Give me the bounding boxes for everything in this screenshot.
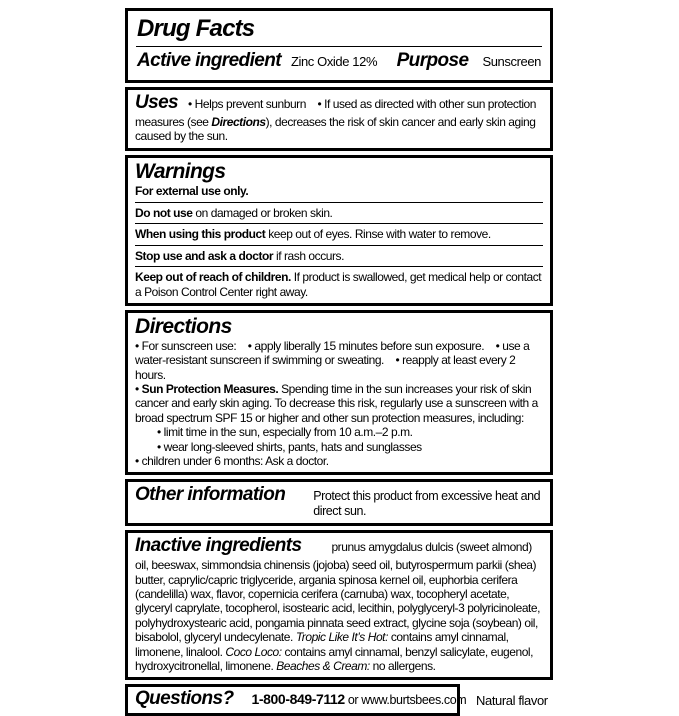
uses-heading: Uses bbox=[135, 92, 179, 113]
directions-bullet-wear-clothing: • wear long-sleeved shirts, pants, hats and sunglasses bbox=[157, 439, 422, 454]
uses-section bbox=[125, 87, 553, 151]
active-ingredient-label: Active ingredient bbox=[137, 50, 281, 71]
warnings-divider bbox=[135, 266, 543, 267]
warnings-header bbox=[135, 160, 543, 199]
inactive-ingredients-section bbox=[125, 530, 553, 680]
natural-flavor-note: Natural flavor bbox=[476, 692, 548, 708]
directions-heading: Directions bbox=[135, 314, 232, 338]
drug-facts-header-box bbox=[125, 8, 553, 83]
other-information-row bbox=[135, 484, 543, 519]
warning-row-stop-use: Stop use and ask a doctor if rash occurs. bbox=[135, 248, 344, 263]
warnings-divider bbox=[135, 202, 543, 203]
active-ingredient-value: Zinc Oxide 12% bbox=[290, 54, 378, 69]
directions-bullet-limit-time: • limit time in the sun, especially from 10 a.m.–2 p.m. bbox=[157, 425, 413, 440]
other-information-section bbox=[125, 479, 553, 526]
questions-website: or www.burtsbees.com bbox=[344, 693, 467, 708]
warning-row-keep-out-of-reach: Keep out of reach of children. If product is swallowed, get medical help or contact a Poison Control Center right away. bbox=[135, 270, 545, 299]
warnings-heading: Warnings bbox=[135, 159, 226, 183]
purpose-label: Purpose bbox=[396, 50, 469, 71]
questions-section bbox=[125, 684, 467, 716]
drug-facts-label bbox=[125, 8, 553, 716]
uses-text: • Helps prevent sunburn • If used as directed with other sun protection measures (see Directions), decreases the risk of skin cancer and early skin aging caused by the sun. bbox=[135, 97, 539, 144]
drug-facts-title: Drug Facts bbox=[137, 15, 255, 42]
warnings-section bbox=[125, 155, 553, 306]
inactive-ingredients-paragraph bbox=[135, 535, 543, 673]
active-ingredient-row bbox=[135, 47, 543, 76]
footer-row bbox=[125, 684, 553, 716]
inactive-ingredients-text: prunus amygdalus dulcis (sweet almond) oil, beeswax, simmondsia chinensis (jojoba) seed oil, butyrospermum parkii (shea) butter, caprylic/capric triglyceride, argania spinosa kernel oil, euphorbia cerifera (candelilla) wax, flavor, copernicia cerifera (carnuba) wax, tocopheryl acetate, glyceryl caprylate, tocopherol, isostearic acid, lecithin, polyglyceryl-3 polyricinoleate, polyhydroxystearic acid, pongamia pinnata seed extract, glycine soja (soybean) oil, bisabolol, glyceryl undecylenate. Tropic Like It’s Hot: contains amyl cinnamal, limonene, linalool. Coco Loco: contains amyl cinnamal, benzyl salicylate, eugenol, hydroxycitronellal, limonene. Beaches & Cream: no allergens. bbox=[135, 540, 543, 673]
questions-phone-number: 1-800-849-7112 bbox=[251, 691, 345, 708]
directions-paragraph-sunscreen-use: • For sunscreen use: • apply liberally 15 minutes before sun exposure. • use a water-resistant sunscreen if swimming or sweating. • reapply at least every 2 hours. bbox=[135, 338, 533, 382]
inactive-ingredients-heading: Inactive ingredients bbox=[135, 535, 302, 557]
warnings-divider bbox=[135, 223, 543, 224]
warning-row-do-not-use: Do not use on damaged or broken skin. bbox=[135, 205, 333, 220]
uses-paragraph bbox=[135, 92, 543, 144]
other-information-text: Protect this product from excessive heat and direct sun. bbox=[313, 489, 544, 519]
directions-section bbox=[125, 310, 553, 476]
directions-paragraph-sun-protection: • Sun Protection Measures. Spending time in the sun increases your risk of skin cancer and early skin aging. To decrease this risk, regularly use a sunscreen with a broad spectrum SPF 15 or higher and other sun protection measures, including: bbox=[135, 382, 541, 425]
directions-bullet-children: • children under 6 months: Ask a doctor. bbox=[135, 454, 329, 469]
warning-row-when-using: When using this product keep out of eyes. Rinse with water to remove. bbox=[135, 227, 491, 242]
questions-heading: Questions? bbox=[135, 688, 234, 710]
other-information-heading: Other information bbox=[135, 484, 286, 506]
warnings-intro: For external use only. bbox=[135, 183, 249, 198]
warnings-divider bbox=[135, 245, 543, 246]
purpose-value: Sunscreen bbox=[482, 54, 541, 69]
